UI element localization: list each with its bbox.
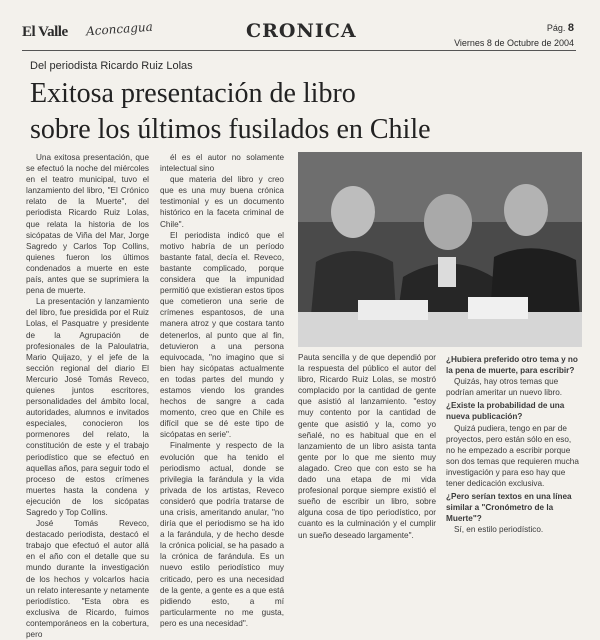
question: ¿Hubiera preferido otro tema y no la pena de muerte, para escribir?: [446, 355, 578, 376]
question: ¿Existe la probabilidad de una nueva publicación?: [446, 401, 565, 422]
answer: Sí, en estilo periodístico.: [454, 525, 544, 535]
paragraph: él es el autor no solamente intelectual sino: [160, 153, 284, 174]
answer: Quizás, hay otros temas que podrían ameritar un nuevo libro.: [446, 377, 563, 398]
headline-line-2: sobre los últimos fusilados en Chile: [30, 114, 431, 145]
text-column-1: [26, 152, 149, 640]
paragraph: José Tomás Reveco, destacado periodista, destacó el trabajo que efectuó el autor allá en el año con el detalle que su mundo durante la investigación de los hechos y volcarlos hacia un relato interesante y netamente periodístico. "Esta obra es exclusiva de Ricardo, fuimos contemporáneos en la cobertura, pero: [26, 519, 149, 640]
text-column-2: [160, 152, 284, 628]
paragraph: Finalmente y respecto de la evolución que ha tenido el periodismo actual, donde se privilegia la farándula y la vida privada de los artistas, Reveco consideró que podría tratarse de una crisis, ameritando anular, "no diría que el periodismo se ha ido a la farándula, y de hecho desde la crónica policial, se ha pasado a la crónica de farándula. Es un nuevo estilo periodístico muy criticado, pero es una necesidad de la gente, a gente es a que está pidiendo esto, a mí particularmente no me gusta, pero es una necesidad".: [160, 441, 284, 628]
page-indicator: [547, 22, 574, 34]
paragraph: Una exitosa presentación, que se efectuó la noche del miércoles en el teatro municipal, tuvo el lanzamiento del libro, "El Crónico relato de la Muerte", del periodista Ricardo Ruiz Lolas, que relata la historia de los sicópatas de Viña del Mar, Jorge Sagredo y Carlos Top Collins, quienes fueron los últimos condenados a muerte en este país, antes que se suprimiera la pena de muerte.: [26, 153, 149, 296]
page-label: Pág.: [546, 23, 566, 33]
newspaper-logo: El Valle: [22, 24, 68, 40]
article-byline: Del periodista Ricardo Ruiz Lolas: [30, 60, 193, 72]
event-photo: [298, 152, 582, 347]
paragraph: que materia del libro y creo que es una muy buena crónica testimonial y es un documento histórico en la faceta criminal de Chile".: [160, 175, 284, 229]
paragraph: La presentación y lanzamiento del libro, fue presidida por el Ruiz Lolas, el Pasquatre y presidente de la Agrupación de profesionales de la Paloulatria, Mario Quijazo, y el jefe de la sección regional del diario El Mercurio José Tomás Reveco, quienes juntos escritores, personalidades del ámbito local, autoridades, alumnos e invitados especiales, conocieron los pormenores del relato, la constitución de este y el trabajo periodístico que se efectuó en aquellas años, para seguir todo el proceso de estos crímenes muertes hasta la condena y ejecución de los sicópatas Sagredo y Top Collins.: [26, 297, 149, 517]
section-title: CRONICA: [246, 20, 357, 42]
answer: Quizá pudiera, tengo en par de proyectos, pero están sólo en eso, no he empezado a escribir porque son dos temas que requieren mucha investigación y para eso hay que tener dedicación exclusiva.: [446, 423, 579, 489]
paragraph: El periodista indicó que el motivo habría de un período bastante fatal, decía el. Reveco, bastante complicado, porque considera que la impunidad permitió que existieran estos tipos que cometieron una serie de crímenes espantosos, de una manera atroz y que costara tanto detenerlos, al punto que al fin, detuvieron a una persona equivocada, "no imagino que si bien hay sicópatas actualmente en todas partes del mundo y estamos viendo los grandes hechos de sangre a cada momento, creo que en Chile es difícil que se dé este tipo de sicópatas en serie".: [160, 230, 284, 440]
header-rule: [22, 50, 576, 51]
article-headline: [30, 76, 460, 148]
question: ¿Pero serían textos en una línea similar a "Cronómetro de la Muerte"?: [446, 492, 572, 524]
headline-line-1: Exitosa presentación de libro: [30, 78, 356, 109]
handwritten-note: Aconcagua: [85, 19, 154, 39]
page-number: 8: [567, 22, 574, 34]
interview-qa: [446, 352, 582, 542]
issue-date: Viernes 8 de Octubre de 2004: [454, 38, 574, 48]
photo-caption-text: Pauta sencilla y de que dependió por la respuesta del público el autor del libro, Ricardo Ruiz Lolas, se mostró complacido por la cantidad de gente que asistió al lanzamiento. "estoy muy contento por la cantidad de gente que asistió y la, como yo señalé, no es habitual que en el lanzamiento de un libro asista tanta gente por lo que me siento muy alagado. Creo que con esto se ha dado una etapa de mi vida profesional porque siempre existió el sueño de escribir un libro, sobre alguna cosa de tipo periodístico, por cuanto es la culminación y el cumplir un sueño deseado largamente".: [298, 353, 436, 540]
